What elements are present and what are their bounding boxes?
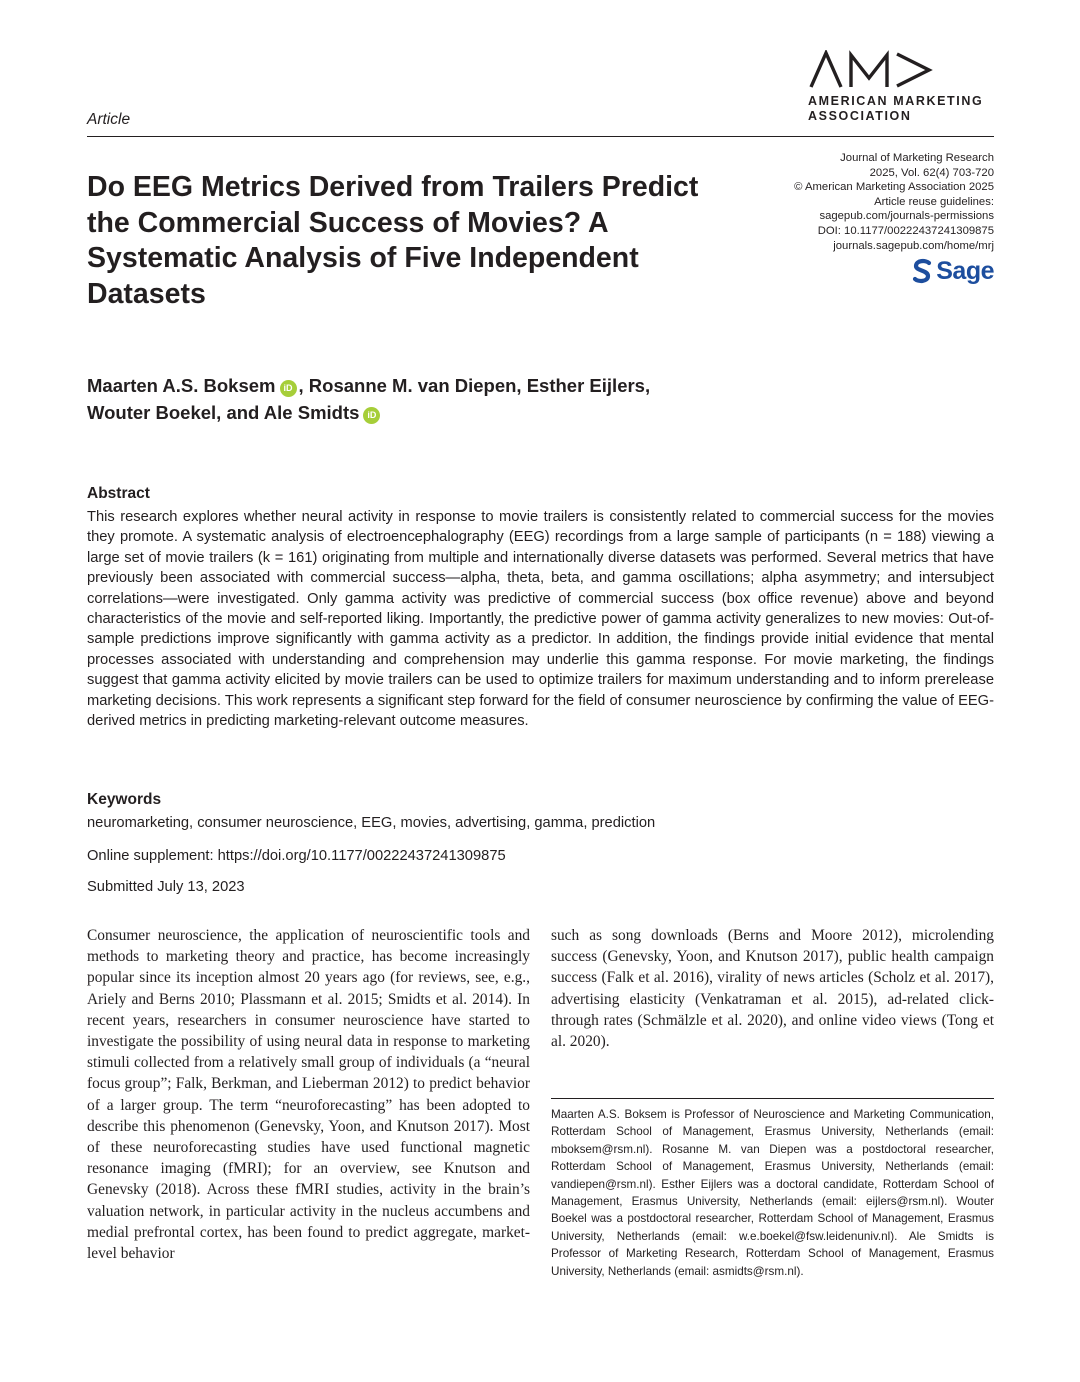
journal-home-link[interactable]: journals.sagepub.com/home/mrj [833,239,994,252]
doi[interactable]: DOI: 10.1177/00222437241309875 [817,224,994,237]
online-supplement-link[interactable]: Online supplement: https://doi.org/10.1177/00222437241309875 [87,848,506,864]
journal-name: Journal of Marketing Research [840,152,994,164]
abstract-text: This research explores whether neural activity in response to movie trailers is consistently related to commercial success for the movies they promote. A systematic analysis of electroencephalography (EEG) recordings from a large sample of participants (n = 188) viewing a large set of movie trailers (k = 161) originating from multiple and internationally diverse datasets was performed. Several metrics that have previously been associated with commercial success—alpha, theta, beta, and gamma oscillations; alpha asymmetry; and intersubject correlations—were investigated. Only gamma activity was predictive of commercial success (box office revenue) above and beyond characteristics of the movie and self-reported liking. Importantly, the predictive power of gamma activity generalizes to new movies: Out-of-sample predictions improve significantly with gamma activity as a predictor. In addition, the findings provide initial evidence that mental processes associated with understanding and comprehension may underlie this gamma response. For movie marketing, the findings suggest that gamma activity elicited by movie trailers can be used to optimize trailers for maximum understanding and to inform prerelease marketing decisions. This work represents a significant step forward for the field of consumer neuroscience by confirming the value of EEG-derived metrics in predicting marketing-relevant outcome measures. [87,509,994,730]
abstract-heading: Abstract [87,485,150,502]
author-list [87,372,787,426]
authors-last: Wouter Boekel, and Ale Smidts [87,402,360,423]
keywords-text: neuromarketing, consumer neuroscience, EEG, movies, advertising, gamma, prediction [87,815,656,831]
sage-logo [912,257,994,285]
ama-logo-mark [809,50,933,90]
ama-logo [800,50,996,124]
body-column-right: such as song downloads (Berns and Moore 2012), microlending success (Genevsky, Yoon, and Knutson 2017), public health campaign success (Falk et al. 2016), virality of news articles (Scholz et al. 2017), advertising elasticity (Venkatraman et al. 2015), ad-related click-through rates (Schmälzle et al. 2020), and online video views (Tong et al. 2020). [551,927,994,1051]
reuse-label: Article reuse guidelines: [874,195,994,208]
body-column-left: Consumer neuroscience, the application of neuroscientific tools and methods to marketing theory and practice, has become increasingly popular since its inception almost 20 years ago (for reviews, see, e.g., Ariely and Berns 2010; Plassmann et al. 2015; Smidts et al. 2014). In recent years, researchers in consumer neuroscience have started to investigate the possibility of using neural data in response to marketing stimuli collected from a relatively small group of individuals (a “neural focus group”; Falk, Berkman, and Lieberman 2012) to predict behavior of a larger group. The term “neuroforecasting” has been adopted to describe this phenomenon (Genevsky, Yoon, and Knutson 2017). Most of these neuroforecasting studies have used functional magnetic resonance imaging (fMRI); for an overview, see Knutson and Genevsky (2018). Across these fMRI studies, activity in the brain’s valuation network, in particular activity in the nucleus accumbens and medial prefrontal cortex, has been found to predict aggregate, market-level behavior [87,927,530,1263]
sage-s-icon [912,258,932,284]
ama-logo-line2: ASSOCIATION [808,109,912,123]
orcid-icon[interactable]: iD [280,380,297,397]
authors-middle: , Rosanne M. van Diepen, Esther Eijlers, [298,375,651,396]
header-divider [87,136,994,137]
keywords-heading: Keywords [87,791,162,808]
ama-logo-line1: AMERICAN MARKETING [808,94,984,108]
author-affiliations-footnote: Maarten A.S. Boksem is Professor of Neuroscience and Marketing Communication, Rotterdam School of Management, Erasmus University, Netherlands (email: mboksem@rsm.nl). Rosanne M. van Diepen was a postdoctoral researcher, Rotterdam School of Management, Erasmus University, Netherlands (email: vandiepen@rsm.nl). Esther Eijlers was a doctoral candidate, Rotterdam School of Management, Erasmus University, Netherlands (email: eijlers@rsm.nl). Wouter Boekel was a postdoctoral researcher, Rotterdam School of Management, Erasmus University, Netherlands (email: w.e.boekel@fsw.leidenuniv.nl). Ale Smidts is Professor of Marketing Research, Rotterdam School of Management, Erasmus University, Netherlands (email: asmidts@rsm.nl). [551,1108,994,1278]
author-boksem: Maarten A.S. Boksem [87,375,276,396]
publication-info [794,151,994,253]
volume-info: 2025, Vol. 62(4) 703-720 [869,166,994,179]
permissions-link[interactable]: sagepub.com/journals-permissions [819,210,994,223]
footnote-divider [551,1098,994,1099]
article-title: Do EEG Metrics Derived from Trailers Predict the Commercial Success of Movies? A Systematic Analysis of Five Independent Datasets [87,171,699,310]
submission-date: Submitted July 13, 2023 [87,879,245,895]
orcid-icon[interactable]: iD [363,407,380,424]
article-type-label: Article [87,111,131,128]
sage-wordmark: Sage [936,257,994,285]
copyright: © American Marketing Association 2025 [794,181,994,194]
